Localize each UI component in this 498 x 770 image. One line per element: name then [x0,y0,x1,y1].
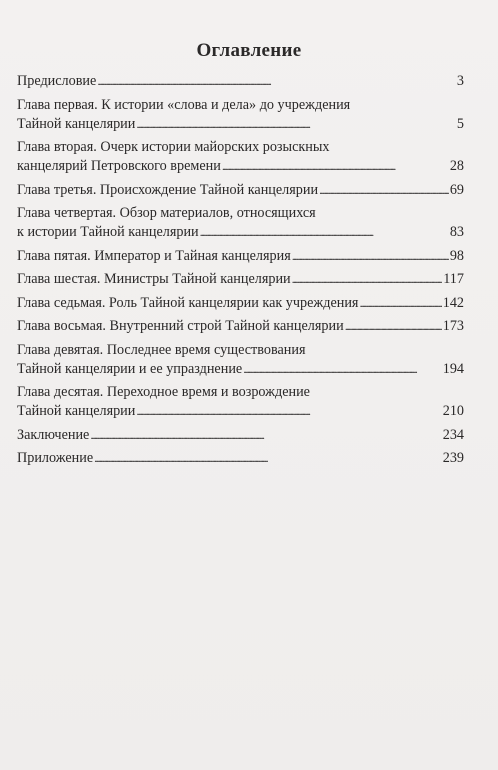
dot-leader [292,247,449,266]
table-of-contents [17,72,464,468]
dot-leader [90,426,441,445]
dot-leader [94,449,442,468]
toc-page-number: 3 [456,73,464,89]
dot-leader [136,402,441,421]
toc-entry-title: Глава вторая. Очерк истории майорских розыскных [17,139,330,155]
toc-entry-title: Глава четвертая. Обзор материалов, относящихся [17,205,316,221]
dot-leader [222,157,449,176]
dot-leader [136,115,456,134]
toc-entry-title-continued: Тайной канцелярии [17,115,136,132]
toc-page-number: 173 [442,318,464,334]
dot-leader [292,270,443,289]
toc-page-number: 194 [442,360,464,377]
toc-entry-chapter-6 [17,270,464,289]
toc-page-number: 98 [449,247,464,264]
toc-entry-chapter-7 [17,294,464,313]
toc-page-number: 69 [449,181,464,198]
toc-entry-conclusion [17,426,464,445]
toc-page-number: 234 [442,426,464,443]
dot-leader [97,72,456,91]
toc-entry-title-continued: канцелярий Петровского времени [17,158,221,174]
page-title: Оглавление [196,40,302,61]
toc-entry-title: Глава десятая. Переходное время и возрождение [17,384,310,400]
toc-entry-chapter-2 [17,138,464,176]
toc-entry-title: Глава шестая. Министры Тайной канцелярии [17,271,291,287]
dot-leader [345,317,442,336]
toc-entry-preface [17,72,464,91]
toc-entry-chapter-10 [17,383,464,421]
toc-page-number: 5 [456,115,464,132]
toc-page-number: 117 [443,271,464,287]
toc-entry-chapter-9 [17,341,464,379]
toc-entry-title: Глава девятая. Последнее время существования [17,341,306,358]
toc-entry-chapter-1 [17,96,464,134]
dot-leader [319,181,449,200]
toc-entry-title-continued: Тайной канцелярии и ее упразднение [17,360,243,377]
toc-entry-title-continued: Тайной канцелярии [17,403,136,419]
toc-page-number: 210 [442,403,464,419]
toc-entry-chapter-8 [17,317,464,336]
toc-entry-title: Заключение [17,426,90,443]
toc-entry-title: Глава седьмая. Роль Тайной канцелярии как учреждения [17,294,359,311]
toc-entry-title: Глава первая. К истории «слова и дела» до учреждения [17,96,351,113]
toc-entry-title-continued: к истории Тайной канцелярии [17,224,199,240]
toc-entry-title: Глава третья. Происхождение Тайной канцелярии [17,181,319,198]
toc-page-number: 28 [449,158,464,174]
toc-entry-chapter-4 [17,204,464,242]
toc-entry-title: Глава пятая. Император и Тайная канцелярия [17,247,291,264]
toc-page-number: 83 [449,224,464,240]
toc-entry-chapter-5 [17,247,464,266]
toc-entry-title: Предисловие [17,73,97,89]
dot-leader [200,223,449,242]
toc-entry-title: Глава восьмая. Внутренний строй Тайной канцелярии [17,318,344,334]
toc-entry-chapter-3 [17,181,464,200]
toc-page-number: 239 [442,450,464,466]
toc-page-number: 142 [442,294,464,311]
dot-leader [359,294,441,313]
toc-entry-appendix [17,449,464,468]
dot-leader [243,360,442,379]
toc-entry-title: Приложение [17,450,94,466]
